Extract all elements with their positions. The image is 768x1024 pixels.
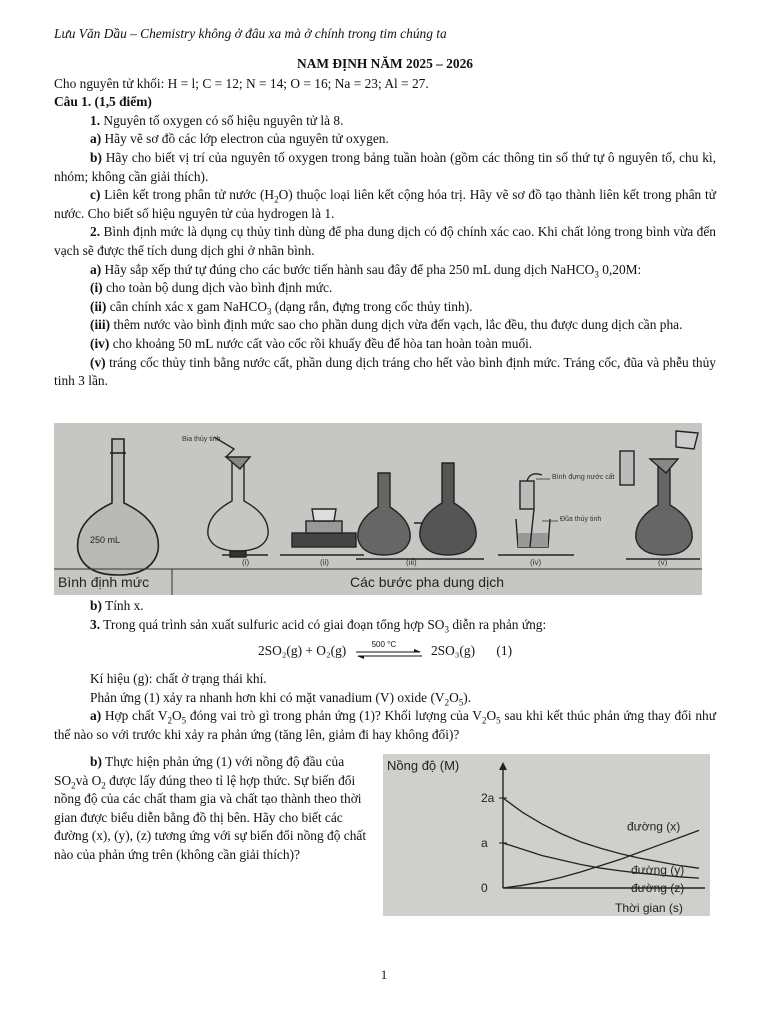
atomic-masses: Cho nguyên tử khối: H = l; C = 12; N = 14; O = 16; Na = 23; Al = 27. bbox=[54, 75, 429, 91]
after-figure-content bbox=[54, 597, 716, 745]
step-label-v: (v) bbox=[658, 558, 668, 567]
part-1-intro: 1. Nguyên tố oxygen có số hiệu nguyên tử là 8. bbox=[90, 112, 344, 128]
exam-title: NAM ĐỊNH NĂM 2025 – 2026 bbox=[297, 56, 473, 71]
figure-caption-left: Bình định mức bbox=[58, 574, 150, 590]
figure-caption-right: Các bước pha dung dịch bbox=[350, 574, 504, 590]
step-ii: (ii) cân chính xác x gam NaHCO$_3$ (dạng rắn, đựng trong cốc thủy tinh). bbox=[90, 298, 473, 317]
chart-y-tick-label: a bbox=[481, 836, 488, 850]
page-header: Lưu Văn Dầu – Chemistry không ở đâu xa mà ở chính trong tim chúng ta bbox=[54, 26, 447, 41]
step-label-iii: (iii) bbox=[406, 558, 417, 567]
main-content bbox=[54, 55, 716, 391]
equation-right: 2SO₃(g) bbox=[430, 643, 476, 659]
step-label-ii: (ii) bbox=[320, 558, 329, 567]
part-1a: a) Hãy vẽ sơ đồ các lớp electron của nguyên tử oxygen. bbox=[90, 131, 389, 147]
chart-y-tick-label: 2a bbox=[481, 791, 495, 805]
wash-bottle-label: Bình đựng nước cất bbox=[552, 474, 615, 481]
page-number: 1 bbox=[380, 967, 388, 982]
funnel-label: Bia thủy tinh bbox=[182, 436, 221, 443]
symbol-note: Kí hiệu (g): chất ở trạng thái khí. bbox=[90, 671, 267, 687]
chart-plot-area bbox=[481, 762, 705, 895]
part-2-intro: 2. Bình định mức là dụng cụ thủy tinh dùng để pha dung dịch có độ chính xác cao. Khi chất lỏng trong bình vừa đến vạch sẽ được thể tích dung dịch ghi ở nhãn bình. bbox=[54, 224, 716, 258]
chart-canvas bbox=[383, 754, 710, 916]
part-2b: b) Tính x. bbox=[90, 598, 144, 613]
flask-volume-label: 250 mL bbox=[90, 535, 121, 545]
part-3b-text bbox=[54, 753, 372, 865]
equilibrium-arrow-icon bbox=[354, 640, 424, 659]
step-i: (i) cho toàn bộ dung dịch vào bình định mức. bbox=[90, 280, 333, 296]
step-label-iv: (iv) bbox=[530, 558, 542, 567]
equation-number: (1) bbox=[496, 643, 513, 659]
chart-series-label: đường (x) bbox=[627, 819, 681, 834]
chart-series-label: đường (y) bbox=[631, 863, 685, 878]
reaction-note: Phản ứng (1) xảy ra nhanh hơn khi có mặt vanadium (V) oxide $(V_2O_5)$. bbox=[90, 689, 472, 708]
equation-condition: 500 °C bbox=[371, 640, 397, 650]
part-3a: a) Hợp chất $V_2O_5$ đóng vai trò gì trong phản ứng (1)? Khối lượng của $V_2O_5$ sau khi kết thúc phản ứng thay đổi như thế nào so với trước khi xảy ra phản ứng (tăng lên, giảm đi hay không đổi)? bbox=[54, 708, 716, 742]
part-1b: b) Hãy cho biết vị trí của nguyên tố oxygen trong bảng tuần hoàn (gồm các thông tin số thứ tự ô nguyên tố, chu kì, nhóm; không cần giải thích). bbox=[54, 149, 716, 184]
chart-y-tick-label: 0 bbox=[481, 881, 488, 895]
question-1-heading: Câu 1. (1,5 điểm) bbox=[54, 94, 152, 110]
step-label-i: (i) bbox=[242, 558, 250, 567]
step-iv: (iv) cho khoảng 50 mL nước cất vào cốc rồi khuấy đều để hòa tan hoàn toàn muối. bbox=[90, 335, 533, 351]
rod-label: Đũa thủy tinh bbox=[560, 516, 602, 523]
lab-illustration bbox=[54, 423, 702, 595]
part-3b: b) Thực hiện phản ứng (1) với nồng độ đầu của $SO_2và$ $O_2$ được lấy đúng theo tỉ lệ hợp thức. Sự biến đổi nồng độ của các chất tham gia và chất tạo thành theo thời gian được biểu diễn bằng đồ thị bên. Hãy cho biết các đường (x), (y), (z) tương ứng với sự biến đổi nồng độ chất nào của phản ứng trên (không cần giải thích)? bbox=[54, 754, 367, 862]
chart-x-axis-label: Thời gian (s) bbox=[615, 901, 683, 915]
reaction-equation bbox=[54, 642, 716, 664]
step-v: (v) tráng cốc thủy tinh bằng nước cất, phần dung dịch tráng cho hết vào bình định mức. Tráng cốc, đũa và phễu thủy tinh 3 lần. bbox=[54, 354, 716, 389]
concentration-time-chart bbox=[383, 754, 710, 916]
lab-procedure-figure bbox=[54, 423, 702, 595]
chart-series-line bbox=[503, 830, 699, 888]
part-3-intro: 3. Trong quá trình sản xuất sulfuric acid có giai đoạn tổng hợp $SO_3$ diễn ra phản ứng: bbox=[90, 616, 547, 635]
chart-y-axis-arrow bbox=[499, 762, 507, 770]
chart-y-axis-label: Nồng độ (M) bbox=[387, 758, 460, 773]
part-2a: a) Hãy sắp xếp thứ tự đúng cho các bước tiến hành sau đây để pha 250 mL dung dịch NaHCO$_3$ 0,20M: bbox=[90, 261, 642, 280]
chart-series-label: đường (z) bbox=[631, 881, 685, 896]
equation-left: 2SO₂(g) + O₂(g) bbox=[257, 643, 347, 659]
step-iii: (iii) thêm nước vào bình định mức sao cho phần dung dịch vừa đến vạch, lắc đều, thu được dung dịch cần pha. bbox=[90, 317, 683, 333]
part-1c: c) Liên kết trong phân tử nước $(H_2O)$ thuộc loại liên kết cộng hóa trị. Hãy vẽ sơ đồ tạo thành liên kết trong phân tử nước. Cho biết số hiệu nguyên tử của hydrogen là 1. bbox=[54, 187, 716, 221]
